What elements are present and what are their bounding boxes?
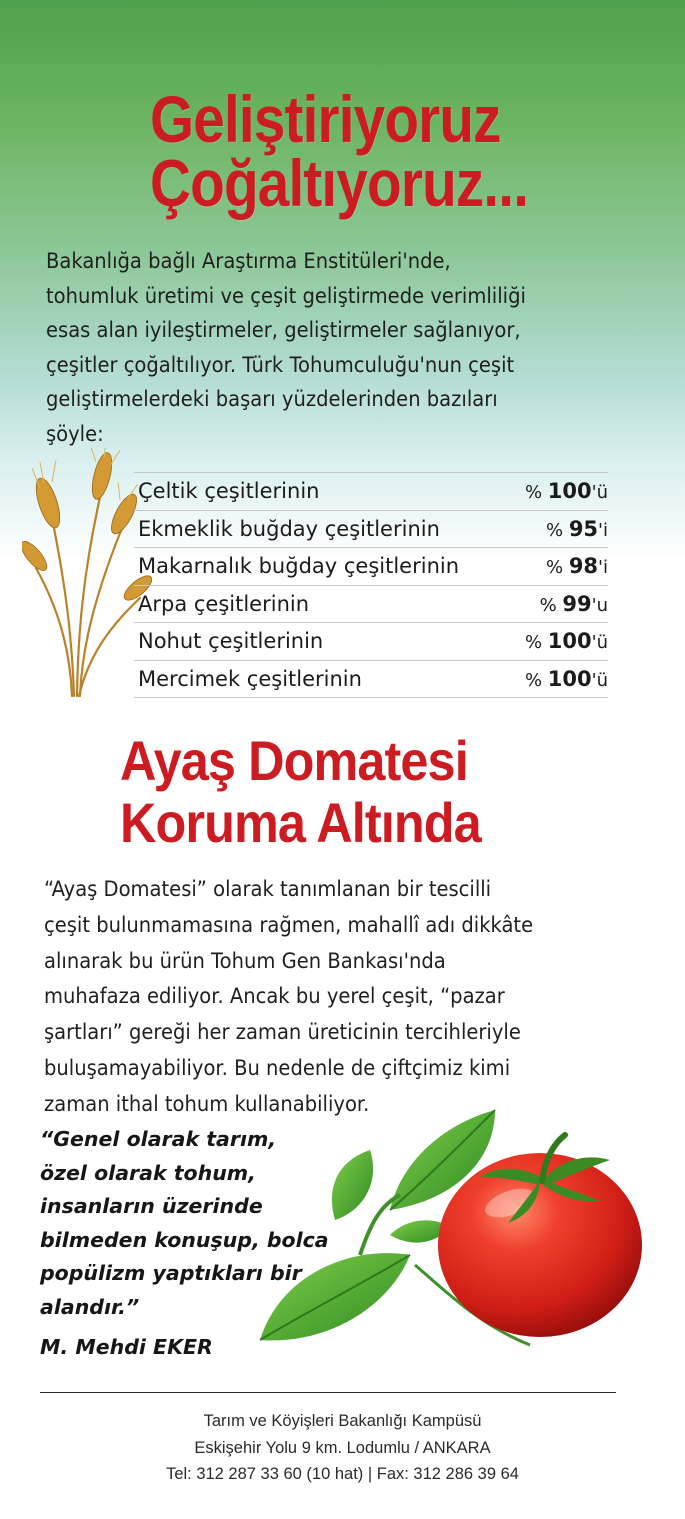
rate-value: % 100'ü — [524, 629, 608, 654]
rate-label: Arpa çeşitlerinin — [138, 591, 310, 616]
rate-label: Çeltik çeşitlerinin — [138, 479, 320, 504]
minister-quote — [40, 1123, 329, 1324]
footer-line: Tarım ve Köyişleri Bakanlığı Kampüsü — [203, 1412, 482, 1430]
quote-line: alandır.” — [40, 1294, 140, 1319]
paragraph-line: “Ayaş Domatesi” olarak tanımlanan bir tescilli — [44, 877, 492, 901]
headline-line-2: Çoğaltıyoruz... — [150, 146, 529, 220]
rate-value: % 98'i — [545, 554, 608, 579]
success-rates-table — [134, 472, 608, 698]
footer-line: Tel: 312 287 33 60 (10 hat) | Fax: 312 286 39 64 — [166, 1465, 519, 1483]
paragraph-line: buluşamayabiliyor. Bu nedenle de çiftçimiz kimi — [44, 1055, 511, 1080]
headline-line-2: Koruma Altında — [120, 791, 481, 854]
table-row — [134, 510, 608, 548]
rate-value: % 100'ü — [524, 666, 608, 691]
rate-value: % 100'ü — [524, 479, 608, 504]
rate-label: Mercimek çeşitlerinin — [138, 666, 362, 691]
table-row — [134, 547, 608, 585]
quote-line: insanların üzerinde — [40, 1194, 263, 1218]
headline-line-1: Ayaş Domatesi — [120, 729, 468, 792]
wheat-illustration — [22, 448, 152, 698]
rate-label: Ekmeklik buğday çeşitlerinin — [138, 516, 440, 541]
intro-paragraph — [46, 244, 526, 451]
intro-line: çeşitler çoğaltılıyor. Türk Tohumculuğu'nun çeşit — [46, 352, 515, 377]
paragraph-line: şartları” gereği her zaman üreticinin tercihleriyle — [44, 1020, 521, 1045]
rate-label: Makarnalık buğday çeşitlerinin — [138, 554, 460, 579]
table-row — [134, 472, 608, 510]
table-row — [134, 585, 608, 623]
quote-line: özel olarak tohum, — [40, 1160, 256, 1185]
footer-line: Eskişehir Yolu 9 km. Lodumlu / ANKARA — [194, 1438, 491, 1457]
rate-label: Nohut çeşitlerinin — [138, 629, 324, 654]
quote-line: bilmeden konuşup, bolca — [40, 1227, 329, 1252]
quote-author: M. Mehdi EKER — [40, 1335, 213, 1359]
quote-line: popülizm yaptıkları bir — [40, 1261, 302, 1285]
paragraph-line: zaman ithal tohum kullanabiliyor. — [44, 1091, 370, 1116]
rate-value: % 95'i — [545, 516, 608, 541]
intro-line: şöyle: — [46, 421, 104, 446]
paragraph-line: muhafaza ediliyor. Ancak bu yerel çeşit, “pazar — [44, 984, 505, 1009]
intro-line: tohumluk üretimi ve çeşit geliştirmede verimliliği — [46, 283, 526, 308]
tomato-paragraph — [44, 872, 533, 1123]
footer-divider — [40, 1392, 616, 1393]
intro-line: esas alan iyileştirmeler, geliştirmeler sağlanıyor, — [46, 318, 521, 342]
table-row — [134, 660, 608, 699]
paragraph-line: çeşit bulunmamasına rağmen, mahallî adı dikkâte — [44, 912, 534, 937]
intro-line: Bakanlığa bağlı Araştırma Enstitüleri'nde, — [46, 249, 451, 273]
quote-line: “Genel olarak tarım, — [40, 1127, 277, 1151]
table-row — [134, 622, 608, 660]
headline-ayas-tomato — [120, 729, 481, 854]
footer-address — [0, 1408, 685, 1488]
headline-developing — [150, 82, 529, 220]
intro-line: geliştirmelerdeki başarı yüzdelerinden bazıları — [46, 387, 498, 411]
paragraph-line: alınarak bu ürün Tohum Gen Bankası'nda — [44, 948, 446, 973]
rate-value: % 99'u — [539, 591, 608, 616]
headline-line-1: Geliştiriyoruz — [150, 82, 501, 156]
